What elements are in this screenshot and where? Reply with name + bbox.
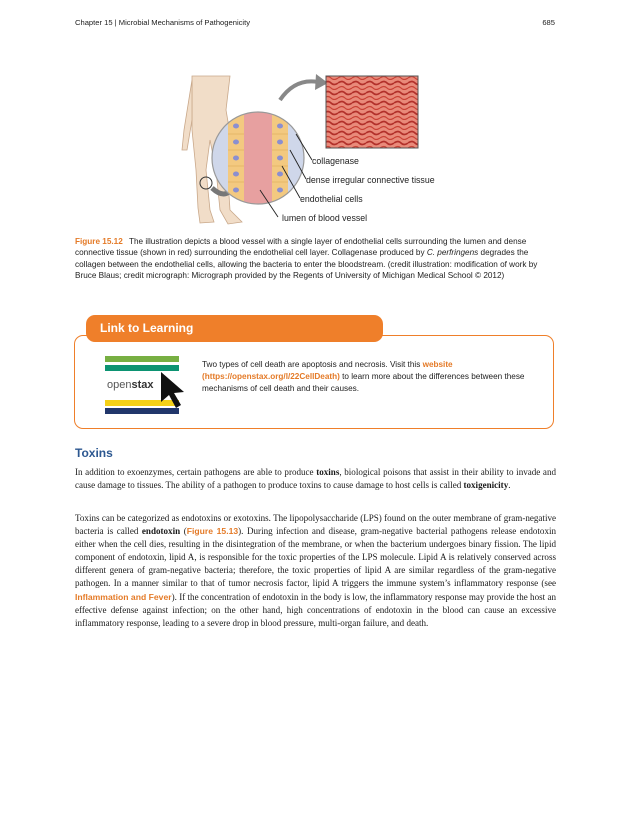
chapter-title: Chapter 15 | Microbial Mechanisms of Pathogenicity <box>75 18 251 27</box>
blood-vessel-illustration <box>170 70 460 235</box>
link-to-learning-title: Link to Learning <box>86 315 383 342</box>
label-lumen: lumen of blood vessel <box>282 213 368 223</box>
micrograph-image <box>326 76 418 148</box>
term-toxins: toxins <box>316 467 340 477</box>
paragraph-2: Toxins can be categorized as endotoxins or exotoxins. The lipopolysaccharide (LPS) found on the outer membrane of gram-negative bacteria is called endotoxin (Figure 15.13). During infection and disease, gram-negative bacterial pathogens release endotoxin either when the cell dies, resulting in the disintegration of the membrane, or when the bacterium undergoes binary fission. The lipid component of endotoxin, lipid A, is responsible for the toxic properties of the LPS molecule. Lipid A is relatively conserved across different genera of gram-negative bacteria; therefore, the toxic properties of lipid A are similar regardless of the gram-negative pathogen. In a manner similar to that of tumor necrosis factor, lipid A triggers the immune system’s inflammatory response (see Inflammation and Fever). If the concentration of endotoxin in the body is low, the inflammatory response may provide the host an effective defense against infection; on the other hand, high concentrations of endotoxin in the blood can cause an excessive inflammatory response, leading to a severe drop in blood pressure, multi-organ failure, and death. <box>75 513 557 628</box>
term-toxigenicity: toxigenicity <box>463 480 509 491</box>
page-header <box>75 18 555 32</box>
cell-death-website-link[interactable]: website (https://openstax.org/l/22CellDeath) <box>202 360 453 381</box>
label-endothelial-cells: endothelial cells <box>300 194 363 204</box>
figure-number: Figure 15.12 <box>75 237 123 246</box>
term-endotoxin: endotoxin <box>141 526 181 537</box>
figure-caption: Figure 15.12 The illustration depicts a blood vessel with a single layer of endothelial cells surrounding the lumen and dense connective tissue (shown in red) surrounding the endothelial cell layer. Collagenase produced by C. perfringens degrades the collagen between the endothelial cells, allowing the bacteria to enter the bloodstream. (credit illustration: modification of work by Bruce Blaus; credit micrograph: Micrograph provided by the Regents of University of Michigan Medical School © 2012) <box>75 237 538 280</box>
paragraph-1: In addition to exoenzymes, certain pathogens are able to produce toxins, biological poisons that assist in their ability to invade and cause damage to tissues. The ability of a pathogen to produce toxins to cause damage to host cells is called toxigenicity. <box>75 467 556 491</box>
figure-15-13-link[interactable]: Figure 15.13 <box>186 526 239 537</box>
openstax-logo-text: openstax <box>107 379 154 391</box>
section-title: Toxins <box>75 446 113 460</box>
openstax-logo <box>103 356 195 416</box>
page-number: 685 <box>542 18 555 27</box>
link-to-learning-text: Two types of cell death are apoptosis and necrosis. Visit this website (https://openstax.org/l/22CellDeath) to learn more about the differences between these mechanisms of cell death and their causes. <box>202 360 525 393</box>
figure-15-12 <box>170 70 460 235</box>
label-connective-tissue: dense irregular connective tissue <box>306 175 435 185</box>
label-collagenase: collagenase <box>312 156 359 166</box>
inflammation-fever-link[interactable]: Inflammation and Fever <box>75 591 172 602</box>
